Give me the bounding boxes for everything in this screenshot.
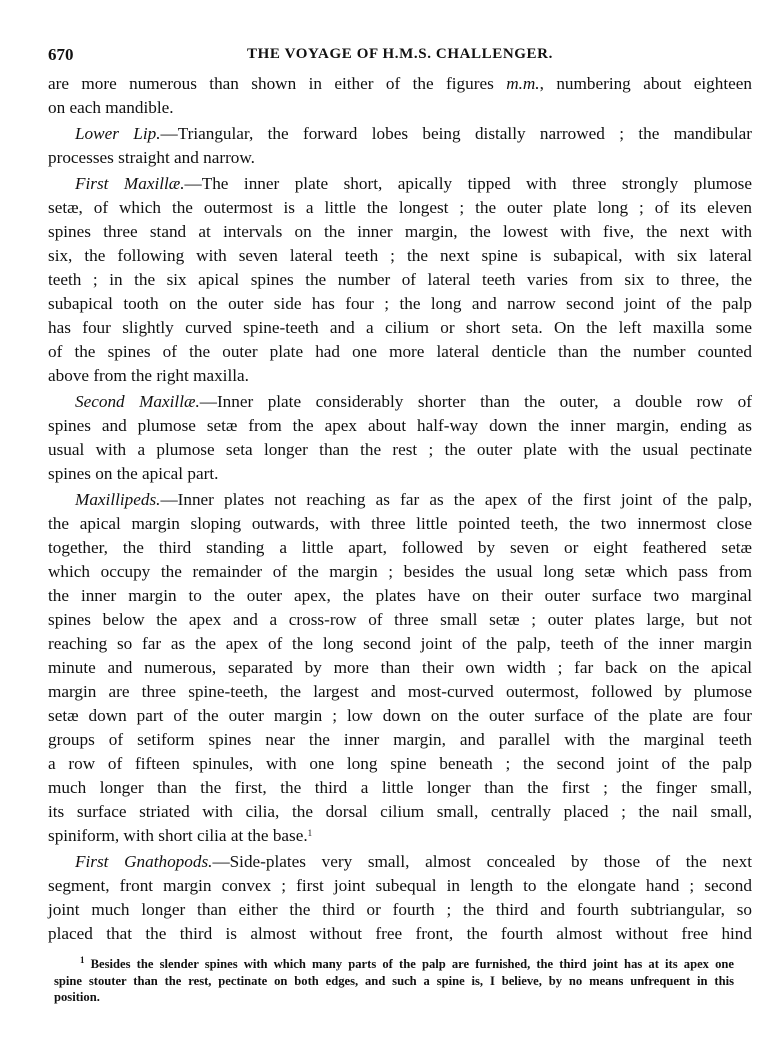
text-run: has four slightly curved spine-teeth and a cilium or short seta. On the left maxilla some xyxy=(48,318,752,337)
text-run: the inner margin to the outer apex, the plates have on their outer surface two marginal xyxy=(48,586,752,605)
text-run: spines below the apex and a cross-row of three small setæ ; outer plates large, but not xyxy=(48,610,752,629)
text-line xyxy=(48,728,752,752)
text-run: —The inner plate short, apically tipped with three strongly plumose xyxy=(184,174,752,193)
text-run: joint much longer than either the third or fourth ; the third and fourth subtriangular, so xyxy=(48,900,752,919)
text-line xyxy=(48,800,752,824)
text-run: spine stouter than the rest, pectinate on both edges, and such a spine is, I believe, by no means unfrequent in this xyxy=(54,973,734,988)
text-line xyxy=(48,536,752,560)
paragraph xyxy=(48,72,752,120)
text-line xyxy=(54,973,734,990)
text-line xyxy=(48,704,752,728)
text-line xyxy=(48,390,752,414)
paragraph xyxy=(48,488,752,848)
text-line xyxy=(48,776,752,800)
text-run: on each mandible. xyxy=(48,98,174,117)
text-line xyxy=(48,196,752,220)
text-line xyxy=(48,584,752,608)
text-run: the apical margin sloping outwards, with three little pointed teeth, the two innermost close xyxy=(48,514,752,533)
text-run: reaching so far as the apex of the long second joint of the palp, teeth of the inner margin xyxy=(48,634,752,653)
text-line xyxy=(48,244,752,268)
text-run: together, the third standing a little apart, followed by seven or eight feathered setæ xyxy=(48,538,752,557)
text-run: subapical tooth on the outer side has four ; the long and narrow second joint of the palp xyxy=(48,294,752,313)
paragraph xyxy=(48,390,752,486)
text-run: above from the right maxilla. xyxy=(48,366,249,385)
text-line xyxy=(48,462,752,486)
italic-heading: Lower Lip. xyxy=(75,124,161,143)
text-run: spiniform, with short cilia at the base. xyxy=(48,826,308,845)
italic-heading: m.m. xyxy=(506,74,540,93)
text-run: setæ, of which the outermost is a little the longest ; the outer plate long ; of its eleven xyxy=(48,198,752,217)
paragraph xyxy=(48,172,752,388)
text-line xyxy=(48,898,752,922)
text-line xyxy=(48,608,752,632)
text-run: teeth ; in the six apical spines the number of lateral teeth varies from six to three, the xyxy=(48,270,752,289)
paragraph xyxy=(48,850,752,946)
text-line xyxy=(48,632,752,656)
text-line xyxy=(48,850,752,874)
text-run: its surface striated with cilia, the dorsal cilium small, centrally placed ; the nail small, xyxy=(48,802,752,821)
text-run: usual with a plumose seta longer than the rest ; the outer plate with the usual pectinate xyxy=(48,440,752,459)
text-run: placed that the third is almost without free front, the fourth almost without free hind xyxy=(48,924,752,943)
text-run: setæ down part of the outer margin ; low down on the outer surface of the plate are four xyxy=(48,706,752,725)
text-line xyxy=(48,488,752,512)
text-line xyxy=(48,824,752,848)
text-line xyxy=(48,922,752,946)
text-run: processes straight and narrow. xyxy=(48,148,255,167)
text-line xyxy=(48,220,752,244)
text-line xyxy=(48,146,752,170)
text-line xyxy=(54,956,734,973)
text-line xyxy=(54,989,734,1006)
text-run: margin are three spine-teeth, the largest and most-curved outermost, followed by plumose xyxy=(48,682,752,701)
text-line xyxy=(48,268,752,292)
text-run: much longer than the first, the third a little longer than the first ; the finger small, xyxy=(48,778,752,797)
text-line xyxy=(48,438,752,462)
text-line xyxy=(48,292,752,316)
paragraph xyxy=(48,122,752,170)
text-run: , numbering about eighteen xyxy=(539,74,753,93)
body-text xyxy=(48,72,752,948)
text-run: —Side-plates very small, almost concealed by those of the next xyxy=(212,852,752,871)
text-run: segment, front margin convex ; first joint subequal in length to the elongate hand ; second xyxy=(48,876,752,895)
text-run: spines and plumose setæ from the apex about half-way down the inner margin, ending as xyxy=(48,416,752,435)
text-run: which occupy the remainder of the margin ; besides the usual long setæ which pass from xyxy=(48,562,752,581)
text-run: spines three stand at intervals on the inner margin, the lowest with five, the next with xyxy=(48,222,752,241)
text-run: of the spines of the outer plate had one more lateral denticle than the number counted xyxy=(48,342,752,361)
text-line xyxy=(48,874,752,898)
text-run: Besides the slender spines with which many parts of the palp are furnished, the third joint has at its apex one xyxy=(84,957,734,971)
text-line xyxy=(48,122,752,146)
text-line xyxy=(48,364,752,388)
text-run: position. xyxy=(54,990,100,1004)
text-line xyxy=(48,656,752,680)
page-number: 670 xyxy=(48,45,74,64)
text-run: groups of setiform spines near the inner margin, and parallel with the marginal teeth xyxy=(48,730,752,749)
text-run: are more numerous than shown in either of the figures xyxy=(48,74,507,93)
text-run: six, the following with seven lateral teeth ; the next spine is subapical, with six lateral xyxy=(48,246,752,265)
italic-heading: First Gnathopods. xyxy=(75,852,213,871)
text-line xyxy=(48,512,752,536)
text-run: —Triangular, the forward lobes being distally narrowed ; the mandibular xyxy=(160,124,752,143)
text-run: minute and numerous, separated by more than their own width ; far back on the apical xyxy=(48,658,752,677)
text-run: a row of fifteen spinules, with one long spine beneath ; the second joint of the palp xyxy=(48,754,752,773)
footnote-marker: 1 xyxy=(80,955,85,965)
text-line xyxy=(48,560,752,584)
text-line xyxy=(48,172,752,196)
running-header xyxy=(48,45,752,69)
footnote xyxy=(54,956,734,1006)
text-run: spines on the apical part. xyxy=(48,464,219,483)
footnote-marker: 1 xyxy=(307,828,313,838)
italic-heading: First Maxillæ. xyxy=(75,174,185,193)
text-line xyxy=(48,316,752,340)
text-line xyxy=(48,340,752,364)
running-title: THE VOYAGE OF H.M.S. CHALLENGER. xyxy=(247,46,553,62)
text-line xyxy=(48,680,752,704)
text-line xyxy=(48,414,752,438)
text-run: —Inner plates not reaching as far as the apex of the first joint of the palp, xyxy=(160,490,752,509)
text-run: —Inner plate considerably shorter than the outer, a double row of xyxy=(199,392,752,411)
italic-heading: Second Maxillæ. xyxy=(75,392,200,411)
text-line xyxy=(48,72,752,96)
italic-heading: Maxillipeds. xyxy=(75,490,161,509)
text-line xyxy=(48,96,752,120)
text-line xyxy=(48,752,752,776)
